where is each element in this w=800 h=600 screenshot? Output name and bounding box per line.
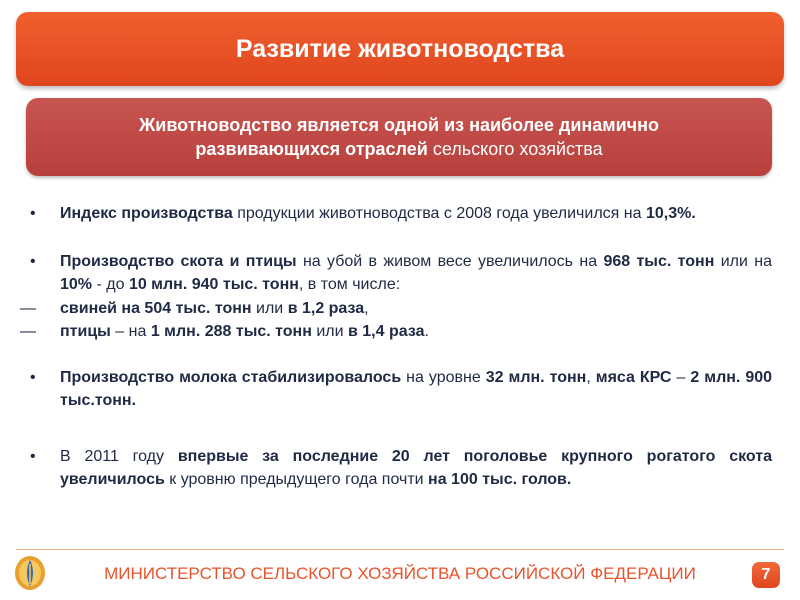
text: или bbox=[311, 323, 348, 340]
text: или на bbox=[714, 252, 773, 270]
sub-item-pigs bbox=[20, 297, 772, 321]
text: , bbox=[364, 299, 369, 317]
sub-item-poultry bbox=[20, 320, 772, 344]
footer-ministry: МИНИСТЕРСТВО СЕЛЬСКОГО ХОЗЯЙСТВА РОССИЙСКОЙ ФЕДЕРАЦИИ bbox=[104, 564, 696, 583]
text-bold: 10,3%. bbox=[645, 205, 696, 222]
text: на убой в живом весе увеличилось на bbox=[296, 252, 604, 270]
text: к уровню предыдущего года почти bbox=[164, 471, 429, 488]
text: на уровне bbox=[401, 368, 486, 386]
text: – на bbox=[110, 323, 151, 340]
text: – bbox=[671, 368, 691, 386]
text-bold: Производство молока стабилизировалось bbox=[60, 368, 402, 386]
text-bold: свиней на 504 тыс. тонн bbox=[60, 299, 252, 317]
text-bold: 10% bbox=[60, 276, 93, 293]
text: , в том числе: bbox=[298, 276, 401, 293]
bullet-production-index bbox=[30, 202, 772, 226]
bullet-marker: • bbox=[30, 252, 36, 270]
slide-title: Развитие животноводства bbox=[235, 34, 565, 63]
bullet-marker: • bbox=[30, 205, 36, 222]
text-bold: Производство скота и птицы bbox=[60, 252, 297, 270]
bullet-marker: • bbox=[30, 368, 36, 386]
bullet-marker: • bbox=[30, 447, 36, 465]
text-bold: 10 млн. 940 тыс. тонн bbox=[128, 276, 299, 293]
footer-divider bbox=[16, 549, 784, 550]
text-bold: мяса КРС bbox=[595, 368, 672, 386]
highlight-banner bbox=[26, 98, 772, 176]
text-bold: 968 тыс. тонн bbox=[603, 252, 715, 270]
bullet-livestock-poultry bbox=[30, 250, 772, 297]
title-bar bbox=[16, 12, 784, 86]
banner-bold: Животноводство является одной из наиболее динамично развивающихся отраслей bbox=[139, 115, 659, 159]
dash-marker: — bbox=[20, 323, 36, 340]
bullet-cattle-herd bbox=[30, 445, 772, 492]
text: . bbox=[424, 323, 429, 340]
text: продукции животноводства с 2008 года увеличился на bbox=[232, 205, 646, 222]
text-bold: в 1,4 раза bbox=[347, 323, 425, 340]
text-bold: 32 млн. тонн bbox=[485, 368, 587, 386]
text: , bbox=[586, 368, 596, 386]
text-bold: птицы bbox=[60, 323, 111, 340]
banner-normal: сельского хозяйства bbox=[427, 139, 603, 159]
text-bold: 1 млн. 288 тыс. тонн bbox=[150, 323, 312, 340]
text-bold: 2 млн. 900 тыс.тонн. bbox=[60, 368, 773, 409]
bullet-milk-beef bbox=[30, 366, 772, 413]
text-bold: Индекс производства bbox=[60, 205, 233, 222]
banner-text bbox=[99, 113, 699, 161]
text-bold: в 1,2 раза bbox=[287, 299, 365, 317]
text: В 2011 году bbox=[60, 447, 178, 465]
dash-marker: — bbox=[20, 299, 36, 317]
text-bold: на 100 тыс. голов. bbox=[428, 471, 572, 488]
text: или bbox=[251, 299, 288, 317]
text: - до bbox=[92, 276, 129, 293]
text-bold: впервые за последние 20 лет поголовье крупного рогатого скота увеличилось bbox=[60, 447, 773, 488]
bullet-list bbox=[20, 202, 773, 492]
page-number-badge: 7 bbox=[752, 562, 780, 588]
